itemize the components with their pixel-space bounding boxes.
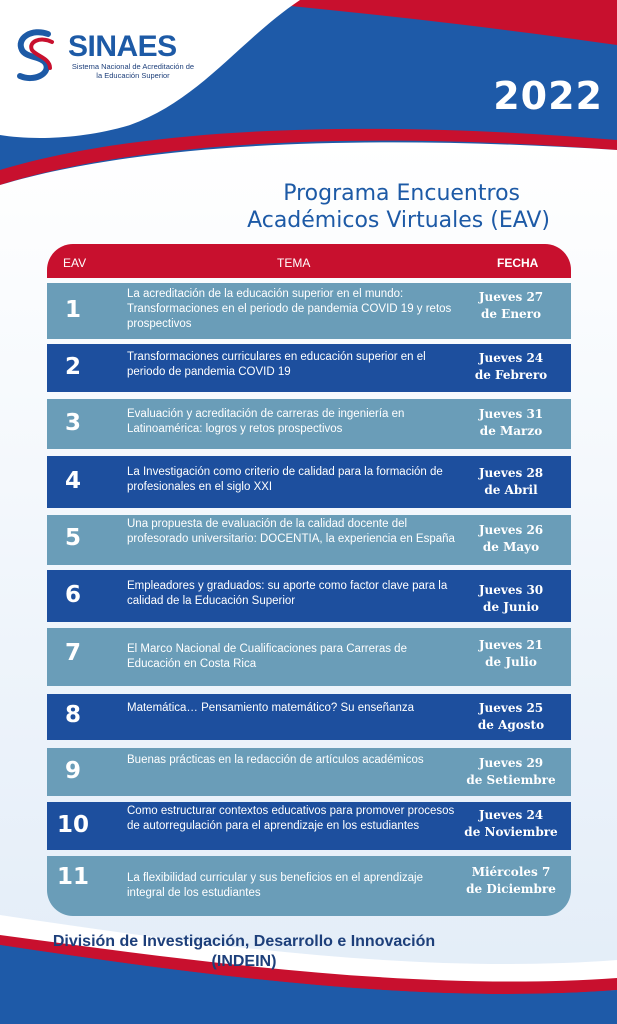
row-number: 6 bbox=[64, 582, 81, 608]
row-date bbox=[451, 289, 571, 323]
date-month: de Diciembre bbox=[466, 882, 556, 896]
date-day: Jueves 30 bbox=[478, 583, 544, 597]
row-date bbox=[451, 406, 571, 440]
row-date bbox=[451, 582, 571, 616]
table-header bbox=[47, 244, 571, 278]
date-month: de Agosto bbox=[477, 718, 545, 732]
header-eav: EAV bbox=[63, 256, 87, 270]
date-day: Jueves 27 bbox=[478, 290, 544, 304]
row-topic: Una propuesta de evaluación de la calidad docente del profesorado universitario: DOCENTIA, la experiencia en España bbox=[127, 518, 455, 545]
table-row bbox=[47, 570, 571, 622]
date-month: de Enero bbox=[480, 307, 542, 321]
table-row bbox=[47, 456, 571, 508]
row-number: 11 bbox=[56, 864, 89, 890]
row-number: 4 bbox=[64, 468, 81, 494]
program-title bbox=[180, 180, 550, 234]
date-day: Jueves 24 bbox=[478, 808, 544, 822]
row-number: 3 bbox=[64, 410, 81, 436]
table-row bbox=[47, 694, 571, 740]
sinaes-logo bbox=[12, 28, 212, 88]
table-row bbox=[47, 515, 571, 565]
row-date bbox=[451, 700, 571, 734]
date-month: de Mayo bbox=[482, 540, 540, 554]
row-topic: Como estructurar contextos educativos para promover procesos de autorregulación para el aprendizaje en los estudiantes bbox=[127, 805, 455, 832]
table-row bbox=[47, 856, 571, 916]
row-topic: La Investigación como criterio de calidad para la formación de profesionales en el siglo XXI bbox=[127, 466, 443, 493]
row-topic: Matemática… Pensamiento matemático? Su enseñanza bbox=[127, 702, 415, 714]
footer-division bbox=[24, 932, 464, 972]
row-number: 2 bbox=[64, 354, 81, 380]
row-topic: Transformaciones curriculares en educación superior en el periodo de pandemia COVID 19 bbox=[127, 351, 426, 378]
row-number: 10 bbox=[56, 812, 89, 838]
brand-subtitle: Sistema Nacional de Acreditación de la Educación Superior bbox=[71, 62, 195, 80]
date-month: de Abril bbox=[484, 483, 538, 497]
row-date bbox=[451, 465, 571, 499]
row-topic: La acreditación de la educación superior en el mundo: Transformaciones en el periodo de pandemia COVID 19 y retos prospectivos bbox=[127, 288, 452, 330]
date-day: Jueves 31 bbox=[478, 407, 544, 421]
row-date bbox=[451, 864, 571, 898]
row-date bbox=[451, 637, 571, 671]
row-number: 7 bbox=[64, 640, 81, 666]
date-month: de Noviembre bbox=[464, 825, 558, 839]
row-number: 9 bbox=[64, 758, 81, 784]
date-day: Jueves 29 bbox=[478, 756, 544, 770]
title-line-1: Programa Encuentros bbox=[283, 181, 520, 206]
table-row bbox=[47, 802, 571, 850]
table-row bbox=[47, 283, 571, 339]
footer-line-1: División de Investigación, Desarrollo e Innovación bbox=[52, 933, 436, 950]
row-number: 1 bbox=[64, 297, 81, 323]
date-month: de Setiembre bbox=[466, 773, 556, 787]
date-month: de Junio bbox=[483, 600, 539, 614]
row-date bbox=[451, 807, 571, 841]
date-day: Jueves 25 bbox=[478, 701, 544, 715]
date-day: Jueves 21 bbox=[478, 638, 544, 652]
table-row bbox=[47, 344, 571, 392]
row-topic: El Marco Nacional de Cualificaciones para Carreras de Educación en Costa Rica bbox=[127, 643, 407, 670]
row-date bbox=[451, 755, 571, 789]
date-day: Jueves 26 bbox=[478, 523, 544, 537]
row-number: 5 bbox=[64, 525, 81, 551]
date-day: Miércoles 7 bbox=[471, 865, 551, 879]
header-fecha: FECHA bbox=[497, 256, 539, 270]
sinaes-emblem-icon bbox=[12, 28, 60, 84]
year-label: 2022 bbox=[493, 74, 603, 118]
row-date bbox=[451, 350, 571, 384]
row-number: 8 bbox=[64, 702, 81, 728]
row-date bbox=[451, 522, 571, 556]
table-row bbox=[47, 748, 571, 796]
title-line-2: Académicos Virtuales (EAV) bbox=[247, 208, 550, 233]
date-month: de Marzo bbox=[479, 424, 543, 438]
row-topic: La flexibilidad curricular y sus beneficios en el aprendizaje integral de los estudiantes bbox=[127, 872, 423, 899]
row-topic: Buenas prácticas en la redacción de artículos académicos bbox=[127, 754, 424, 766]
table-row bbox=[47, 628, 571, 686]
header-tema: TEMA bbox=[277, 256, 311, 270]
row-topic: Evaluación y acreditación de carreras de ingeniería en Latinoamérica: logros y retos prospectivos bbox=[127, 408, 405, 435]
footer-line-2: (INDEIN) bbox=[211, 953, 277, 970]
row-topic: Empleadores y graduados: su aporte como factor clave para la calidad de la Educación Superior bbox=[127, 580, 448, 607]
date-day: Jueves 24 bbox=[478, 351, 544, 365]
date-day: Jueves 28 bbox=[478, 466, 544, 480]
table-row bbox=[47, 399, 571, 449]
date-month: de Julio bbox=[485, 655, 537, 669]
date-month: de Febrero bbox=[474, 368, 548, 382]
brand-name: SINAES bbox=[68, 30, 177, 63]
